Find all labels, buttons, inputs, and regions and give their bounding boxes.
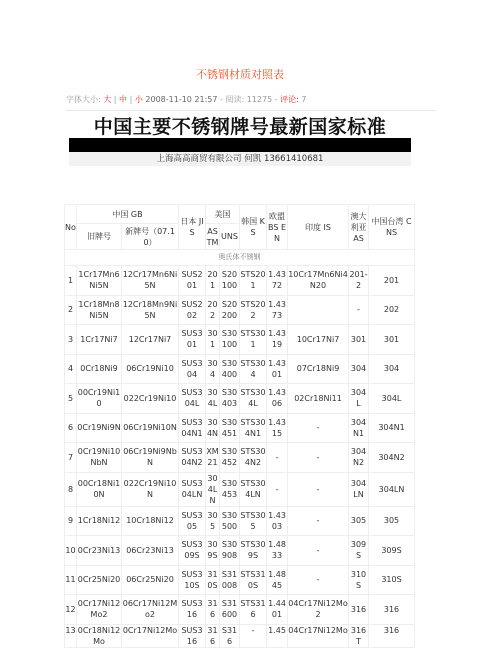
cell-as: 305 <box>349 506 369 536</box>
cell-ks: STS305 <box>240 506 267 536</box>
cell-astm: XM21 <box>206 443 220 473</box>
comments-link[interactable]: 评论: <box>280 95 299 104</box>
font-size-small-link[interactable]: 小 <box>134 95 143 104</box>
cell-astm: 310S <box>206 565 220 595</box>
cell-old-grade: 0Cr23Ni13 <box>77 536 122 566</box>
cell-new-grade: 022Cr19Ni10 <box>122 384 179 414</box>
font-size-label: 字体大小: <box>66 95 101 104</box>
table-row <box>65 325 415 355</box>
cell-ks: STS201 <box>240 266 267 296</box>
col-usa-header: 美国 <box>206 205 240 224</box>
cell-ks: STS304N1 <box>240 413 267 443</box>
cell-is: - <box>288 506 349 536</box>
font-size-medium-link[interactable]: 中 <box>119 95 128 104</box>
cell-ks: STS304LN <box>240 472 267 506</box>
cell-is: 10Cr17Ni7 <box>288 325 349 355</box>
font-size-large-link[interactable]: 大 <box>103 95 112 104</box>
cell-uns: S30453 <box>220 472 240 506</box>
cell-cns: 316 <box>369 624 415 647</box>
col-korea-ks-header: 韩国 KS <box>240 205 267 250</box>
col-australia-as-header: 澳大利亚 AS <box>349 205 369 250</box>
cell-jis: SUS304N1 <box>179 413 206 443</box>
cell-jis: SUS304N2 <box>179 443 206 473</box>
cell-jis: SUS304 <box>179 354 206 384</box>
cell-astm: 202 <box>206 295 220 325</box>
table-row <box>65 354 415 384</box>
cell-as: 304N2 <box>349 443 369 473</box>
cell-uns: S20200 <box>220 295 240 325</box>
col-uns-header: UNS <box>220 224 240 250</box>
cell-bsen: 1.4306 <box>267 384 288 414</box>
cell-jis: SUS202 <box>179 295 206 325</box>
col-india-is-header: 印度 IS <box>288 205 349 250</box>
cell-old-grade: 1Cr17Ni7 <box>77 325 122 355</box>
reads-count: 11275 <box>246 95 273 104</box>
comments-count: 7 <box>301 95 307 104</box>
black-banner <box>69 138 411 152</box>
cell-bsen: 1.4319 <box>267 325 288 355</box>
cell-cns: 309S <box>369 536 415 566</box>
cell-ks: STS301 <box>240 325 267 355</box>
cell-uns: S30500 <box>220 506 240 536</box>
cell-is: - <box>288 536 349 566</box>
cell-no: 2 <box>65 295 77 325</box>
cell-jis: SUS301 <box>179 325 206 355</box>
cell-is: 07Cr18Ni9 <box>288 354 349 384</box>
cell-is: 04Cr17Ni12Mo2 <box>288 595 349 625</box>
cell-cns: 304N1 <box>369 413 415 443</box>
cell-no: 10 <box>65 536 77 566</box>
cell-as: 201-2 <box>349 266 369 296</box>
cell-as: 301 <box>349 325 369 355</box>
cell-bsen: 1.4303 <box>267 506 288 536</box>
cell-jis: SUS309S <box>179 536 206 566</box>
cell-as: 304LN <box>349 472 369 506</box>
cell-is: - <box>288 443 349 473</box>
cell-as: 304 <box>349 354 369 384</box>
cell-new-grade: 12Cr18Mn9Ni5N <box>122 295 179 325</box>
cell-new-grade: 06Cr23Ni13 <box>122 536 179 566</box>
cell-ks: STS202 <box>240 295 267 325</box>
cell-astm: 301 <box>206 325 220 355</box>
cell-no: 13 <box>65 624 77 647</box>
cell-astm: 316 <box>207 625 218 646</box>
cell-bsen: 1.4315 <box>267 413 288 443</box>
cell-is: 10Cr17Mn6Ni4N20 <box>288 266 349 296</box>
col-taiwan-cns-header: 中国台湾 CNS <box>369 205 415 250</box>
cell-old-grade: 0Cr19Ni9N <box>77 413 122 443</box>
cell-bsen: - <box>267 472 288 506</box>
col-japan-jis-header: 日本 JIS <box>179 205 206 250</box>
cell-cns: 202 <box>369 295 415 325</box>
cell-old-grade: 1Cr18Mn8Ni5N <box>77 295 122 325</box>
cell-cns: 301 <box>369 325 415 355</box>
cell-no: 7 <box>65 443 77 473</box>
col-no-header: No <box>65 205 77 250</box>
cell-is: - <box>288 472 349 506</box>
cell-no: 6 <box>65 413 77 443</box>
steel-grade-table <box>64 204 415 648</box>
cell-jis: SUS316 <box>179 624 206 647</box>
cell-no: 12 <box>65 595 77 625</box>
cell-as: 309S <box>349 536 369 566</box>
col-china-gb-header: 中国 GB <box>77 205 179 224</box>
table-row <box>65 295 415 325</box>
cell-ks: STS316 <box>240 595 267 625</box>
cell-no: 11 <box>65 565 77 595</box>
cell-uns: S30451 <box>220 413 240 443</box>
cell-is: - <box>288 413 349 443</box>
table-row <box>65 384 415 414</box>
cell-uns: S30452 <box>220 443 240 473</box>
company-info: 上海高高商贸有限公司 何凯 13661410681 <box>69 152 411 166</box>
cell-astm: 304LN <box>207 473 218 505</box>
cell-jis: SUS305 <box>179 506 206 536</box>
cell-astm: 304 <box>206 354 220 384</box>
cell-no: 9 <box>65 506 77 536</box>
cell-cns: 304N2 <box>369 443 415 473</box>
cell-is: - <box>288 565 349 595</box>
separator: - <box>220 95 223 104</box>
cell-ks: STS304N2 <box>240 443 267 473</box>
cell-ks: - <box>240 624 267 647</box>
cell-jis: SUS304L <box>179 384 206 414</box>
col-new-grade-header: 新牌号（07.10） <box>122 224 179 250</box>
cell-no: 3 <box>65 325 77 355</box>
table-row <box>65 536 415 566</box>
cell-bsen: - <box>267 443 288 473</box>
cell-uns: S31008 <box>220 565 240 595</box>
cell-old-grade: 0Cr17Ni12Mo2 <box>77 595 122 625</box>
post-datetime: 2008-11-10 21:57 <box>145 95 218 104</box>
cell-bsen: 1.4373 <box>267 295 288 325</box>
cell-old-grade: 0Cr18Ni12Mo <box>77 625 121 646</box>
col-astm-header: ASTM <box>206 224 220 250</box>
section-austenitic: 奥氏体不锈钢 <box>65 250 415 266</box>
table-row <box>65 624 415 647</box>
cell-no: 4 <box>65 354 77 384</box>
cell-as: 310S <box>349 565 369 595</box>
cell-no: 1 <box>65 266 77 296</box>
cell-old-grade: 00Cr19Ni10 <box>77 384 122 414</box>
col-eu-bsen-header: 欧盟 BS EN <box>267 205 288 250</box>
cell-new-grade: 022Cr19Ni10N <box>122 472 179 506</box>
cell-no: 8 <box>65 472 77 506</box>
cell-uns: S30100 <box>220 325 240 355</box>
cell-jis: SUS201 <box>179 266 206 296</box>
table-row <box>65 443 415 473</box>
cell-old-grade: 0Cr25Ni20 <box>77 565 122 595</box>
cell-is: 04Cr17Ni12Mo <box>288 624 349 647</box>
cell-uns: S30403 <box>220 384 240 414</box>
cell-uns: S20100 <box>220 266 240 296</box>
cell-uns: S30400 <box>220 354 240 384</box>
cell-old-grade: 1Cr18Ni12 <box>77 506 122 536</box>
cell-old-grade: 1Cr17Mn6Ni5N <box>77 266 122 296</box>
table-row <box>65 595 415 625</box>
cell-uns: S30908 <box>220 536 240 566</box>
cell-cns: 310S <box>369 565 415 595</box>
article-title: 不锈钢材质对照表 <box>196 68 284 81</box>
cell-ks: STS310S <box>240 565 267 595</box>
cell-new-grade: 06Cr19Ni10 <box>122 354 179 384</box>
cell-new-grade: 0Cr17Ni12Mo <box>122 624 179 647</box>
cell-is: 02Cr18Ni11 <box>288 384 349 414</box>
cell-uns: S316 <box>220 624 240 647</box>
cell-cns: 304LN <box>369 472 415 506</box>
cell-astm: 309S <box>206 536 220 566</box>
cell-bsen: 1.4372 <box>267 266 288 296</box>
cell-cns: 201 <box>369 266 415 296</box>
cell-no: 5 <box>65 384 77 414</box>
separator: | <box>113 95 117 104</box>
cell-cns: 304L <box>369 384 415 414</box>
table-row <box>65 266 415 296</box>
table-row <box>65 472 415 506</box>
cell-is <box>288 295 349 325</box>
cell-ks: STS309S <box>240 536 267 566</box>
cell-ks: STS304 <box>240 354 267 384</box>
cell-bsen: 1.4301 <box>267 354 288 384</box>
cell-as: 316T <box>349 624 369 647</box>
cell-new-grade: 06Cr19Ni10N <box>122 413 179 443</box>
cell-new-grade: 10Cr18Ni12 <box>122 506 179 536</box>
cell-old-grade: 0Cr19Ni10NbN <box>77 443 122 473</box>
cell-new-grade: 06Cr25Ni20 <box>122 565 179 595</box>
cell-astm: 304L <box>206 384 220 414</box>
table-row <box>65 413 415 443</box>
table-row <box>65 506 415 536</box>
cell-bsen: 1.4845 <box>267 565 288 595</box>
cell-as: 316 <box>349 595 369 625</box>
cell-cns: 305 <box>369 506 415 536</box>
cell-new-grade: 12Cr17Ni7 <box>122 325 179 355</box>
cell-bsen: 1.4833 <box>267 536 288 566</box>
cell-cns: 316 <box>369 595 415 625</box>
cell-bsen: 1.4401 <box>267 595 288 625</box>
separator: - <box>274 95 278 104</box>
article-meta <box>66 94 436 111</box>
cell-uns: S31600 <box>220 595 240 625</box>
separator: | <box>129 95 133 104</box>
reads-label: 阅读: <box>225 95 245 104</box>
cell-as: 304N1 <box>349 413 369 443</box>
cell-astm: 201 <box>206 266 220 296</box>
cell-bsen: 1.45 <box>267 624 288 647</box>
cell-ks: STS304L <box>240 384 267 414</box>
cell-astm: 304N <box>206 413 220 443</box>
col-old-grade-header: 旧牌号 <box>77 224 122 250</box>
cell-old-grade: 00Cr18Ni10N <box>77 472 122 506</box>
cell-as: 304L <box>349 384 369 414</box>
cell-jis: SUS304LN <box>179 472 206 506</box>
cell-astm: 305 <box>206 506 220 536</box>
cell-astm: 316 <box>206 595 220 625</box>
cell-cns: 304 <box>369 354 415 384</box>
cell-new-grade: 06Cr17Ni12Mo2 <box>122 595 179 625</box>
cell-new-grade: 06Cr19Ni9NbN <box>122 443 179 473</box>
cell-as: - <box>349 295 369 325</box>
cell-jis: SUS316 <box>179 595 206 625</box>
document-heading: 中国主要不锈钢牌号最新国家标准 <box>93 116 387 138</box>
table-row <box>65 565 415 595</box>
cell-new-grade: 12Cr17Mn6Ni5N <box>122 266 179 296</box>
cell-jis: SUS310S <box>179 565 206 595</box>
cell-old-grade: 0Cr18Ni9 <box>77 354 122 384</box>
